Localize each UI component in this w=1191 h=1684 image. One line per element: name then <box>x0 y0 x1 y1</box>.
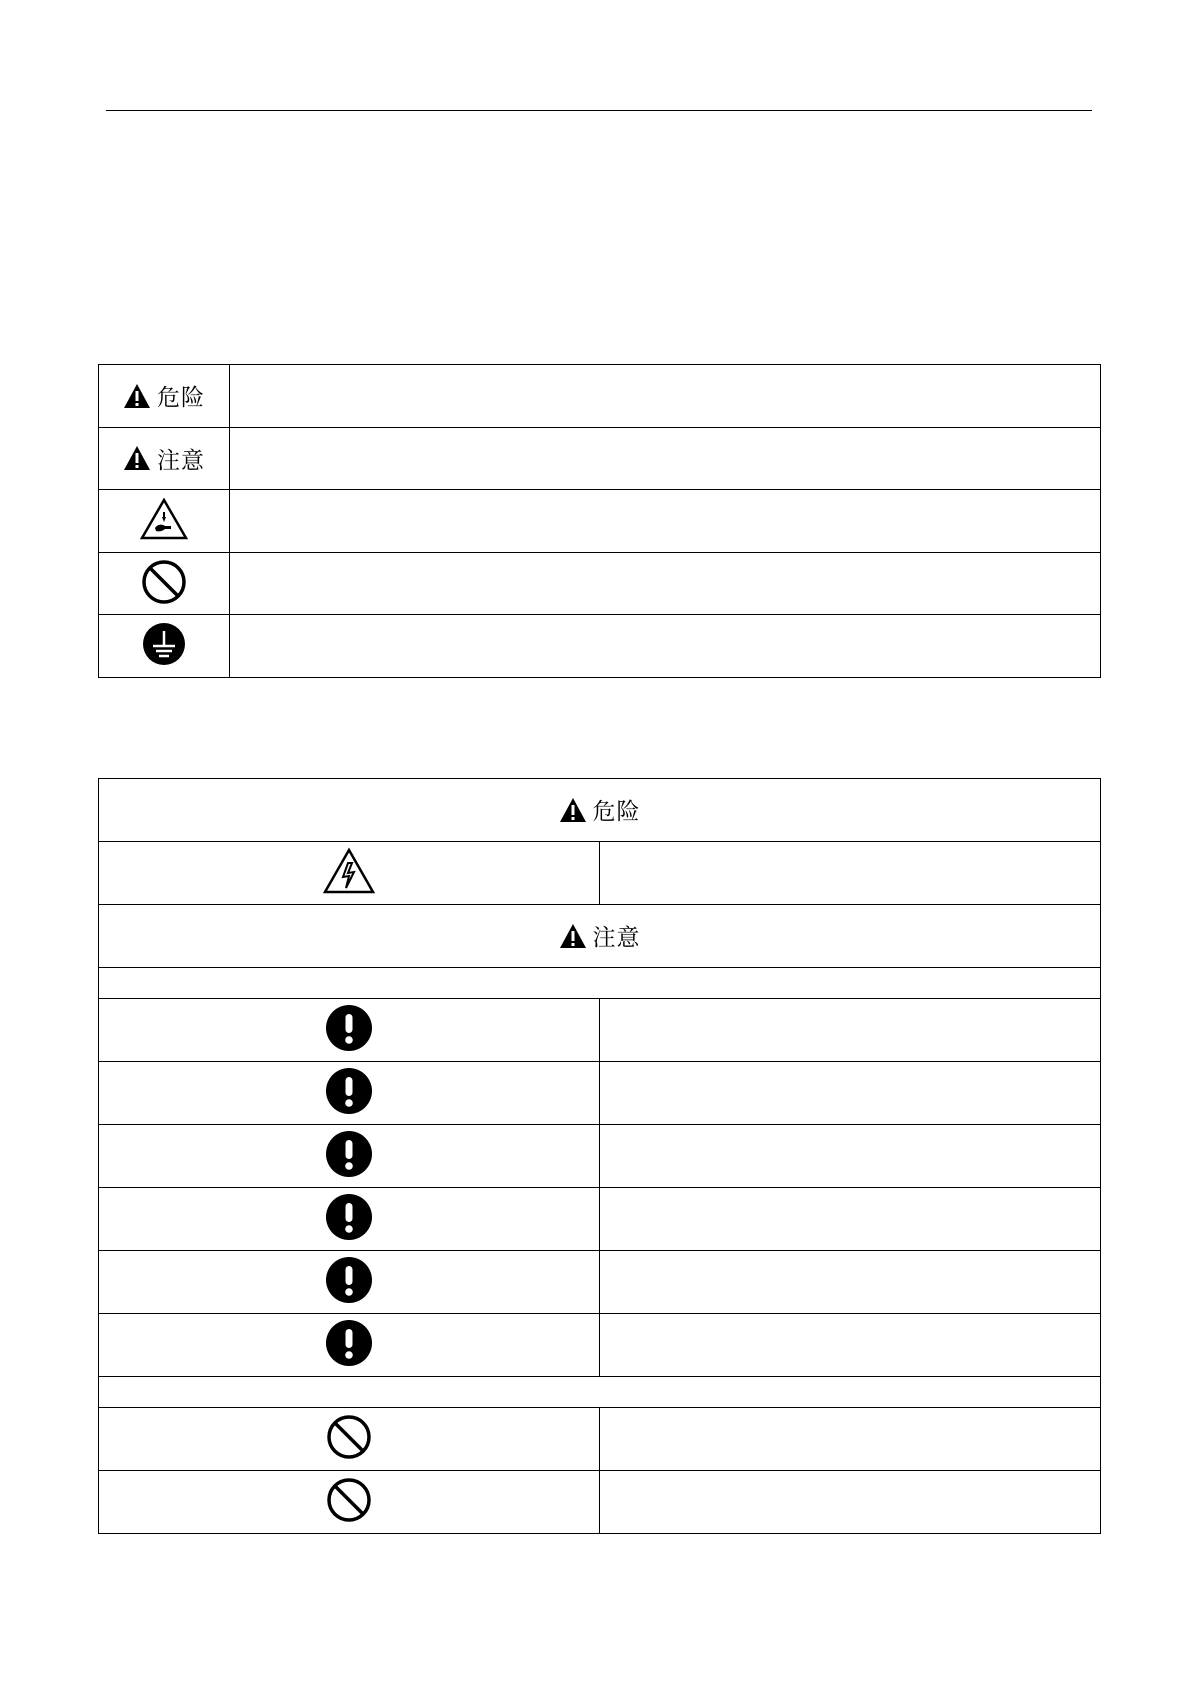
table-row <box>99 1188 1101 1251</box>
icon-cell <box>99 1062 600 1125</box>
table-row <box>99 1251 1101 1314</box>
icon-cell <box>99 1471 600 1534</box>
danger-header-row <box>99 779 1101 842</box>
table-row <box>99 615 1101 678</box>
description-cell <box>600 1314 1101 1377</box>
danger-label <box>123 379 205 412</box>
table-row <box>99 1125 1101 1188</box>
header-rule <box>106 110 1092 111</box>
mandatory-action-icon <box>325 1130 373 1178</box>
description-cell <box>230 365 1101 428</box>
table-row <box>99 1314 1101 1377</box>
table-row <box>99 1062 1101 1125</box>
description-cell <box>600 1062 1101 1125</box>
ground-earth-icon <box>142 622 186 666</box>
mandatory-action-icon <box>325 1256 373 1304</box>
warning-triangle-icon <box>559 797 587 823</box>
description-cell <box>230 615 1101 678</box>
mandatory-action-icon <box>325 1004 373 1052</box>
icon-cell <box>99 490 230 553</box>
section-divider-row <box>99 968 1101 999</box>
mandatory-action-icon <box>325 1067 373 1115</box>
prohibition-icon <box>141 559 187 605</box>
icon-cell <box>99 615 230 678</box>
symbol-legend-table <box>98 364 1101 678</box>
icon-cell <box>99 1251 600 1314</box>
icon-cell <box>99 1408 600 1471</box>
icon-cell <box>99 1125 600 1188</box>
description-cell <box>600 842 1101 905</box>
description-cell <box>230 553 1101 615</box>
icon-cell <box>99 428 230 490</box>
danger-label-text: 危险 <box>157 385 205 412</box>
table-row <box>99 428 1101 490</box>
caution-label <box>123 442 205 475</box>
electric-shock-warning-icon <box>322 847 376 895</box>
caution-label-text: 注意 <box>157 447 205 474</box>
description-cell <box>600 1251 1101 1314</box>
prohibition-icon <box>326 1414 372 1460</box>
icon-cell <box>99 1314 600 1377</box>
icon-cell <box>99 365 230 428</box>
description-cell <box>600 1125 1101 1188</box>
table-row <box>99 365 1101 428</box>
icon-cell <box>99 1188 600 1251</box>
table-row <box>99 842 1101 905</box>
caution-header-row <box>99 905 1101 968</box>
description-cell <box>600 999 1101 1062</box>
description-cell <box>230 490 1101 553</box>
caution-header-text: 注意 <box>592 925 641 952</box>
table-row <box>99 490 1101 553</box>
caution-header <box>99 905 1101 968</box>
section-divider <box>99 1377 1101 1408</box>
icon-cell <box>99 999 600 1062</box>
table-row <box>99 553 1101 615</box>
icon-cell <box>99 553 230 615</box>
table-row <box>99 999 1101 1062</box>
hand-pinch-warning-icon <box>140 497 188 541</box>
description-cell <box>230 428 1101 490</box>
warning-triangle-icon <box>559 923 587 949</box>
safety-precautions-table <box>98 778 1101 1534</box>
prohibition-icon <box>326 1477 372 1523</box>
danger-header <box>99 779 1101 842</box>
description-cell <box>600 1188 1101 1251</box>
description-cell <box>600 1408 1101 1471</box>
mandatory-action-icon <box>325 1193 373 1241</box>
warning-triangle-icon <box>123 445 151 471</box>
section-divider <box>99 968 1101 999</box>
icon-cell <box>99 842 600 905</box>
mandatory-action-icon <box>325 1319 373 1367</box>
description-cell <box>600 1471 1101 1534</box>
table-row <box>99 1471 1101 1534</box>
warning-triangle-icon <box>123 383 151 409</box>
table-row <box>99 1408 1101 1471</box>
danger-header-text: 危险 <box>592 799 641 826</box>
section-divider-row <box>99 1377 1101 1408</box>
